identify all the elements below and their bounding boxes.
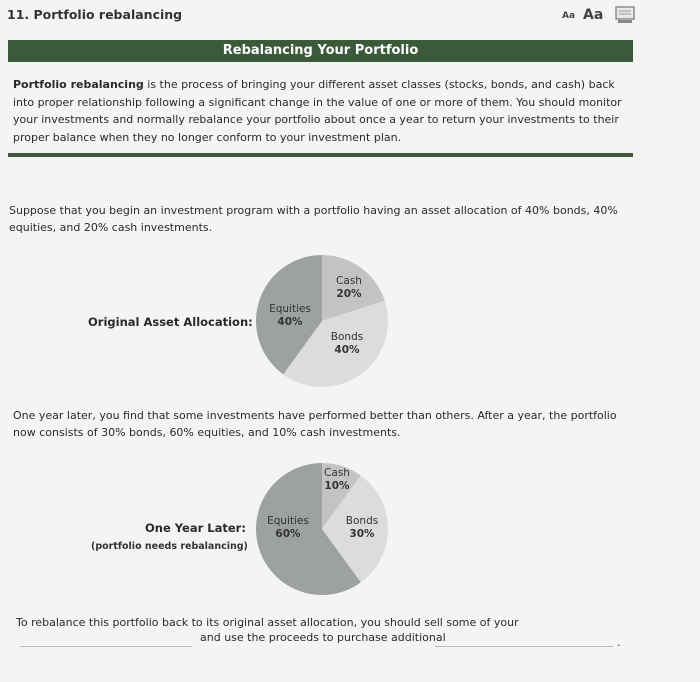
original-allocation-label: Original Asset Allocation: — [88, 315, 253, 329]
decrease-font-button[interactable]: Aa — [562, 11, 576, 21]
pie-label-bonds: Bonds — [345, 515, 379, 527]
pie-value-cash: 20% — [336, 288, 362, 300]
scenario-paragraph-2: One year later, you find that some investments have performed better than others. After a year, the portfolio now consists of 30% bonds, 60% equities, and 10% cash investments. — [13, 409, 617, 439]
one-year-later-pie — [255, 462, 389, 596]
pie-value-equities: 40% — [277, 316, 303, 328]
sentence-period: . — [617, 636, 621, 649]
sell-asset-dropdown[interactable] — [20, 645, 192, 647]
increase-font-button[interactable]: Aa — [583, 7, 604, 23]
top-bar — [0, 0, 700, 32]
intro-term: Portfolio rebalancing — [13, 78, 144, 91]
pie-label-equities: Equities — [267, 515, 309, 527]
rebalancing-note: (portfolio needs rebalancing) — [91, 541, 248, 552]
rebalance-instruction-line1: To rebalance this portfolio back to its original asset allocation, you should sell some of your — [16, 616, 519, 629]
monitor-icon[interactable] — [614, 6, 636, 24]
pie-value-cash: 10% — [324, 480, 350, 492]
question-title: 11. Portfolio rebalancing — [7, 7, 183, 22]
pie-label-bonds: Bonds — [330, 331, 364, 343]
buy-asset-dropdown[interactable] — [435, 645, 613, 647]
pie-label-cash: Cash — [336, 275, 362, 287]
pie-value-equities: 60% — [275, 528, 301, 540]
pie-label-cash: Cash — [324, 467, 350, 479]
one-year-later-label: One Year Later: — [145, 521, 246, 535]
divider — [8, 153, 633, 157]
intro-paragraph — [13, 76, 623, 146]
scenario-paragraph-1: Suppose that you begin an investment program with a portfolio having an asset allocation of 40% bonds, 40% equities, and 20% cash investments. — [9, 204, 618, 234]
pie-value-bonds: 30% — [349, 528, 375, 540]
pie-label-equities: Equities — [269, 303, 311, 315]
section-banner: Rebalancing Your Portfolio — [8, 40, 633, 62]
rebalance-instruction-line2: and use the proceeds to purchase additional — [200, 631, 446, 644]
pie-value-bonds: 40% — [334, 344, 360, 356]
original-allocation-pie — [255, 254, 389, 388]
intro-text: is the process of bringing your different asset classes (stocks, bonds, and cash) back into proper relationship following a significant change in the value of one or more of them. You should monitor your investments and normally rebalance your portfolio about once a year to return your investments to their proper balance when they no longer conform to your investment plan. — [13, 78, 622, 144]
